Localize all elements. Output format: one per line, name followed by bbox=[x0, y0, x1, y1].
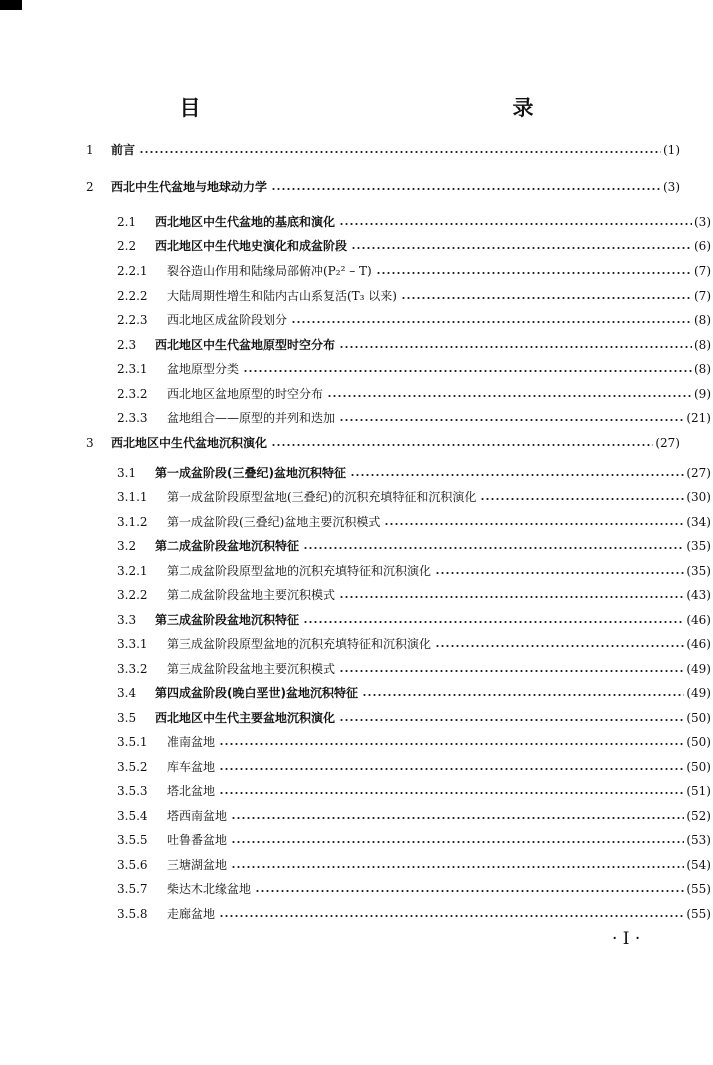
toc-entry-page: (9) bbox=[694, 387, 711, 401]
toc-entry-number: 3.5.3 bbox=[117, 784, 148, 798]
toc-entry-page: (52) bbox=[686, 809, 711, 823]
toc-entry-page: (8) bbox=[694, 338, 711, 352]
toc-entry-title: 第二成盆阶段盆地沉积特征 bbox=[155, 539, 300, 553]
toc-entry bbox=[86, 289, 711, 303]
toc-entry-title: 柴达木北缘盆地 bbox=[167, 882, 252, 896]
toc-entry-page: (49) bbox=[686, 662, 711, 676]
toc-entry-title: 吐鲁番盆地 bbox=[167, 833, 228, 847]
toc-entry-page: (50) bbox=[686, 711, 711, 725]
toc-leader-dots bbox=[351, 245, 692, 251]
toc-entry bbox=[86, 809, 711, 823]
toc-entry bbox=[86, 387, 711, 401]
toc-entry-title: 第二成盆阶段原型盆地的沉积充填特征和沉积演化 bbox=[167, 564, 432, 578]
toc-entry-page: (34) bbox=[686, 515, 711, 529]
toc-leader-dots bbox=[339, 344, 692, 350]
toc-entry-number: 2 bbox=[86, 180, 94, 194]
toc-entry-title: 裂谷造山作用和陆缘局部俯冲(P₂² – T) bbox=[167, 264, 372, 278]
toc-entry-number: 2.3.3 bbox=[117, 411, 148, 425]
toc-leader-dots bbox=[291, 319, 692, 325]
toc-entry-title: 西北地区中生代主要盆地沉积演化 bbox=[155, 711, 336, 725]
toc-entry-title: 第三成盆阶段盆地沉积特征 bbox=[155, 613, 300, 627]
toc-entry-number: 3.1.1 bbox=[117, 490, 148, 504]
toc-entry-number: 2.3 bbox=[117, 338, 137, 352]
toc-entry-title: 第二成盆阶段盆地主要沉积模式 bbox=[167, 588, 336, 602]
toc-entry-number: 2.2.1 bbox=[117, 264, 148, 278]
toc-entry bbox=[86, 313, 711, 327]
toc-entry-title: 大陆周期性增生和陆内古山系复活(T₃ 以来) bbox=[167, 289, 397, 303]
toc-entry bbox=[86, 833, 711, 847]
toc-entry bbox=[86, 411, 711, 425]
toc-entry-page: (8) bbox=[694, 362, 711, 376]
toc-leader-dots bbox=[327, 393, 692, 399]
toc-entry-title: 走廊盆地 bbox=[167, 907, 216, 921]
toc-entry-page: (54) bbox=[686, 858, 711, 872]
toc-entry-number: 3.5.7 bbox=[117, 882, 148, 896]
toc-entry-number: 3.5.6 bbox=[117, 858, 148, 872]
toc-entry bbox=[86, 362, 711, 376]
toc-leader-dots bbox=[219, 913, 684, 919]
toc-entry-title: 第一成盆阶段(三叠纪)盆地主要沉积模式 bbox=[167, 515, 381, 529]
toc-entry-number: 3.3.1 bbox=[117, 637, 148, 651]
toc-entry-title: 准南盆地 bbox=[167, 735, 216, 749]
toc-entry bbox=[86, 264, 711, 278]
toc-entry bbox=[86, 338, 711, 352]
toc-entry-page: (55) bbox=[686, 907, 711, 921]
toc-entry bbox=[86, 686, 711, 700]
toc-entry-number: 3.5.4 bbox=[117, 809, 148, 823]
toc-entry-number: 3.1.2 bbox=[117, 515, 148, 529]
toc-entry bbox=[86, 613, 711, 627]
toc-leader-dots bbox=[219, 741, 684, 747]
toc-entry-title: 西北地区成盆阶段划分 bbox=[167, 313, 288, 327]
toc-entry-title: 第三成盆阶段原型盆地的沉积充填特征和沉积演化 bbox=[167, 637, 432, 651]
toc-entry bbox=[86, 760, 711, 774]
toc-entry-number: 3.1 bbox=[117, 466, 137, 480]
toc-entry-title: 塔西南盆地 bbox=[167, 809, 228, 823]
toc-entry-title: 第四成盆阶段(晚白垩世)盆地沉积特征 bbox=[155, 686, 358, 700]
toc-leader-dots bbox=[435, 570, 684, 576]
toc-entry-title: 西北地区中生代盆地沉积演化 bbox=[111, 436, 268, 450]
toc-entry-number: 3.5.1 bbox=[117, 735, 148, 749]
toc-entry bbox=[86, 143, 680, 157]
toc-entry-number: 2.2.2 bbox=[117, 289, 148, 303]
toc-entry-page: (1) bbox=[663, 143, 680, 157]
toc-entry bbox=[86, 239, 711, 253]
toc-leader-dots bbox=[339, 221, 692, 227]
toc-entry-title: 第一成盆阶段(三叠纪)盆地沉积特征 bbox=[155, 466, 346, 480]
toc-entry-title: 西北地区中生代盆地的基底和演化 bbox=[155, 215, 336, 229]
toc-entry-title: 西北地区盆地原型的时空分布 bbox=[167, 387, 324, 401]
toc-entry bbox=[86, 662, 711, 676]
toc-entry-number: 2.3.1 bbox=[117, 362, 148, 376]
toc-leader-dots bbox=[435, 643, 684, 649]
toc-entry bbox=[86, 637, 711, 651]
toc-entry-title: 前言 bbox=[111, 143, 136, 157]
toc-entry bbox=[86, 858, 711, 872]
toc-entry-number: 3.5.5 bbox=[117, 833, 148, 847]
toc-leader-dots bbox=[480, 496, 684, 502]
toc-leader-dots bbox=[303, 619, 684, 625]
toc-entry-page: (27) bbox=[655, 436, 680, 450]
toc-leader-dots bbox=[231, 864, 684, 870]
toc-entry bbox=[86, 882, 711, 896]
toc-leader-dots bbox=[350, 472, 684, 478]
toc-entry-number: 3.2.1 bbox=[117, 564, 148, 578]
page-title: 目 录 bbox=[179, 96, 624, 120]
toc-leader-dots bbox=[255, 888, 684, 894]
toc-entry-page: (43) bbox=[686, 588, 711, 602]
toc-entry-number: 1 bbox=[86, 143, 94, 157]
toc-leader-dots bbox=[231, 815, 684, 821]
toc-entry-page: (50) bbox=[686, 735, 711, 749]
toc-entry-title: 第一成盆阶段原型盆地(三叠纪)的沉积充填特征和沉积演化 bbox=[167, 490, 477, 504]
toc-leader-dots bbox=[376, 270, 692, 276]
toc-entry-page: (3) bbox=[694, 215, 711, 229]
toc-entry-page: (21) bbox=[686, 411, 711, 425]
toc-entry-title: 西北地区中生代地史演化和成盆阶段 bbox=[155, 239, 348, 253]
toc-leader-dots bbox=[384, 521, 684, 527]
toc-entry-number: 3.5.2 bbox=[117, 760, 148, 774]
toc-leader-dots bbox=[303, 545, 684, 551]
toc-leader-dots bbox=[401, 295, 692, 301]
toc-entry-page: (55) bbox=[686, 882, 711, 896]
toc-entry-number: 3 bbox=[86, 436, 94, 450]
toc-entry-page: (7) bbox=[694, 289, 711, 303]
toc-entry bbox=[86, 539, 711, 553]
toc-entry-title: 库车盆地 bbox=[167, 760, 216, 774]
toc-leader-dots bbox=[271, 442, 653, 448]
toc-entry-page: (8) bbox=[694, 313, 711, 327]
toc-entry-title: 三塘湖盆地 bbox=[167, 858, 228, 872]
toc-entry-title: 西北中生代盆地与地球动力学 bbox=[111, 180, 268, 194]
toc-leader-dots bbox=[339, 668, 684, 674]
toc-entry-page: (46) bbox=[686, 637, 711, 651]
toc-entry-page: (51) bbox=[686, 784, 711, 798]
toc-entry-page: (7) bbox=[694, 264, 711, 278]
toc-entry-number: 2.2 bbox=[117, 239, 137, 253]
toc-entry-page: (49) bbox=[686, 686, 711, 700]
toc-entry-number: 3.3.2 bbox=[117, 662, 148, 676]
toc-entry-page: (35) bbox=[686, 564, 711, 578]
toc-entry-page: (3) bbox=[663, 180, 680, 194]
toc-leader-dots bbox=[219, 766, 684, 772]
toc-entry bbox=[86, 490, 711, 504]
toc-entry-number: 2.2.3 bbox=[117, 313, 148, 327]
toc-entry-number: 3.3 bbox=[117, 613, 137, 627]
toc-entry-number: 3.2 bbox=[117, 539, 137, 553]
toc-entry-page: (35) bbox=[686, 539, 711, 553]
toc-entry-page: (27) bbox=[686, 466, 711, 480]
toc-entry-page: (6) bbox=[694, 239, 711, 253]
toc-entry-title: 塔北盆地 bbox=[167, 784, 216, 798]
toc-entry bbox=[86, 515, 711, 529]
toc-entry bbox=[86, 180, 680, 194]
toc-entry-number: 3.5 bbox=[117, 711, 137, 725]
toc-entry bbox=[86, 215, 711, 229]
toc-entry-title: 西北地区中生代盆地原型时空分布 bbox=[155, 338, 336, 352]
toc-leader-dots bbox=[219, 790, 684, 796]
toc-leader-dots bbox=[339, 717, 684, 723]
toc-entry-title: 盆地组合——原型的并列和迭加 bbox=[167, 411, 336, 425]
toc-entry bbox=[86, 784, 711, 798]
toc-leader-dots bbox=[339, 417, 684, 423]
toc-entry-page: (53) bbox=[686, 833, 711, 847]
toc-entry-number: 3.2.2 bbox=[117, 588, 148, 602]
toc-entry bbox=[86, 735, 711, 749]
toc-entry-title: 盆地原型分类 bbox=[167, 362, 240, 376]
toc-entry-number: 2.1 bbox=[117, 215, 137, 229]
toc-entry bbox=[86, 711, 711, 725]
toc-entry-title: 第三成盆阶段盆地主要沉积模式 bbox=[167, 662, 336, 676]
toc-entry bbox=[86, 466, 711, 480]
toc-entry-page: (30) bbox=[686, 490, 711, 504]
toc-leader-dots bbox=[139, 149, 661, 155]
toc-entry-number: 3.5.8 bbox=[117, 907, 148, 921]
toc-leader-dots bbox=[243, 368, 692, 374]
toc-leader-dots bbox=[271, 186, 661, 192]
toc-entry bbox=[86, 907, 711, 921]
toc-entry bbox=[86, 588, 711, 602]
toc-entry-page: (46) bbox=[686, 613, 711, 627]
toc-entry-number: 3.4 bbox=[117, 686, 137, 700]
toc-entry bbox=[86, 436, 680, 450]
toc-entry bbox=[86, 564, 711, 578]
page-number-footer: · I · bbox=[612, 929, 641, 949]
toc-leader-dots bbox=[362, 692, 684, 698]
toc-leader-dots bbox=[231, 839, 684, 845]
scan-corner-mark bbox=[0, 0, 22, 10]
toc-entry-number: 2.3.2 bbox=[117, 387, 148, 401]
toc-leader-dots bbox=[339, 594, 684, 600]
toc-entry-page: (50) bbox=[686, 760, 711, 774]
